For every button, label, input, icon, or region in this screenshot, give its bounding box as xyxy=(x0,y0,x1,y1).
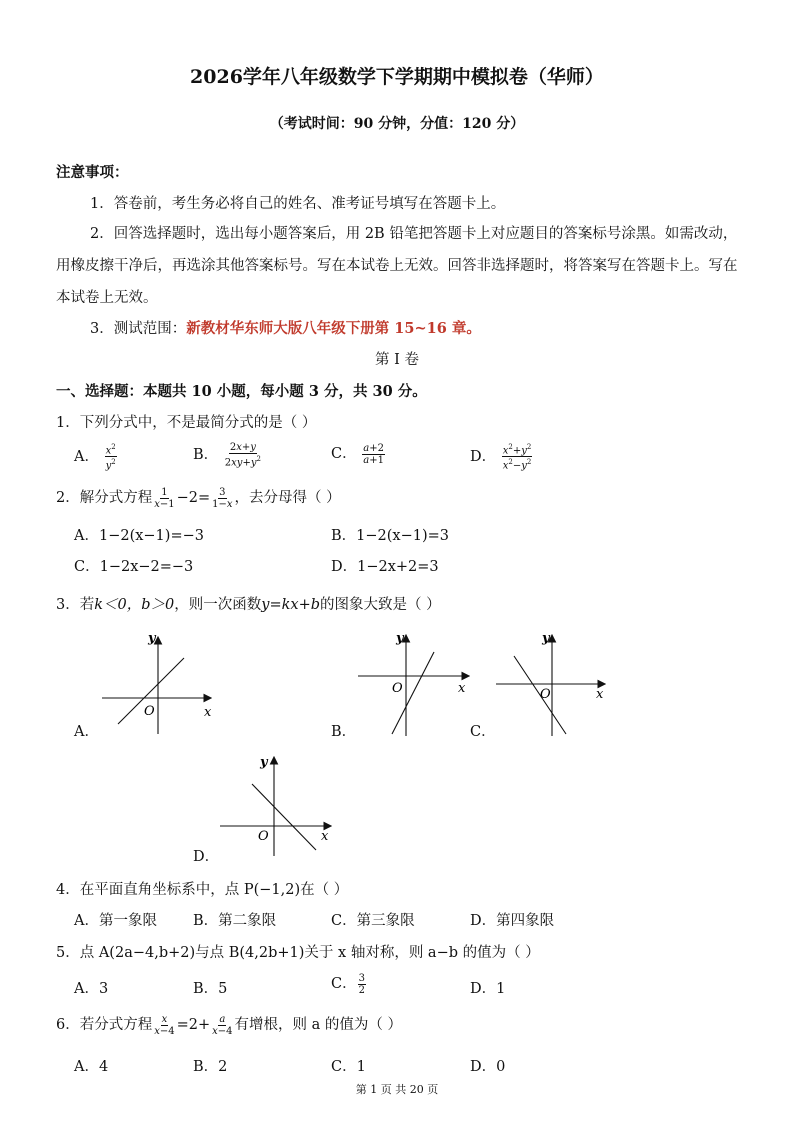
q1-option-d xyxy=(470,442,533,472)
origin-label: O xyxy=(540,687,551,702)
q1-option-b xyxy=(193,442,263,468)
q1-option-a xyxy=(74,442,118,472)
q3-suffix: 的图象大致是（ ） xyxy=(320,597,441,613)
fraction: $\frac{3}{2}$ xyxy=(358,972,365,996)
q1-option-c xyxy=(331,442,386,466)
q5-option-b: B．5 xyxy=(193,981,228,997)
q2-option-d: D．1−2x+2=3 xyxy=(331,559,439,575)
question-6-stem: 6．若分式方程 $\frac{x}{x-4}$ =2+ $\frac{a}{x-4}$ 有增根，则 a 的值为（ ） xyxy=(56,1013,403,1037)
note-item-3-prefix: 3．测试范围： xyxy=(90,321,187,337)
q3-function: y=kx+b xyxy=(261,597,321,613)
note-item-1: 1．答卷前，考生务必将自己的姓名、准考证号填写在答题卡上。 xyxy=(90,196,506,212)
q5-option-c xyxy=(331,972,367,996)
q3-option-c-label: C． xyxy=(470,724,496,740)
note-item-2: 2．回答选择题时，选出每小题答案后，用 2B 铅笔把答题卡上对应题目的答案标号涂黑。如需改动，用橡皮擦干净后，再选涂其他答案标号。写在本试卷上无效。回答非选择题时，将答案写在答题卡上。写在本试卷上无效。 xyxy=(56,226,738,306)
q6-option-c: C．1 xyxy=(331,1059,366,1075)
q3-graph-b xyxy=(354,630,478,740)
fraction: $\frac{3}{1-x}$ xyxy=(212,486,233,510)
q1-option-c-label: C． xyxy=(331,446,357,462)
fraction: $\frac{2x+y}{2xy+y^2}$ xyxy=(224,442,261,469)
x-label: x xyxy=(321,829,329,844)
q6-option-b: B．2 xyxy=(193,1059,228,1075)
q4-option-d: D．第四象限 xyxy=(470,913,555,929)
question-3-stem xyxy=(56,593,441,614)
q6-option-d: D．0 xyxy=(470,1059,506,1075)
section-heading: 一、选择题：本题共 10 小题，每小题 3 分，共 30 分。 xyxy=(56,383,427,400)
q5-option-d: D．1 xyxy=(470,981,506,997)
q3-graph-c xyxy=(494,630,618,740)
fraction: $\frac{x^2+y^2}{x^2-y^2}$ xyxy=(502,443,532,472)
q3-graph-a xyxy=(98,628,222,738)
y-label: y xyxy=(260,755,268,770)
q3-option-d-label: D． xyxy=(193,849,220,865)
fraction: $\frac{a}{x-4}$ xyxy=(212,1013,233,1037)
question-2-stem: 2．解分式方程 $\frac{1}{x-1}$ −2= $\frac{3}{1-x}$ ，去分母得（ ） xyxy=(56,486,341,510)
y-label: y xyxy=(396,631,404,646)
q4-option-c: C．第三象限 xyxy=(331,913,415,929)
fraction: $\frac{1}{x-1}$ xyxy=(154,486,175,510)
q2-suffix: ，去分母得（ ） xyxy=(234,490,341,506)
test-range: 新教材华东师大版八年级下册第 15~16 章。 xyxy=(186,320,481,337)
origin-label: O xyxy=(392,681,403,696)
page-footer: 第 1 页 共 20 页 xyxy=(355,1083,439,1096)
origin-label: O xyxy=(258,829,269,844)
q6-prefix: 6．若分式方程 xyxy=(56,1017,153,1033)
q3-graph-d xyxy=(218,752,342,862)
notes-heading: 注意事项： xyxy=(56,164,129,181)
volume-heading: 第 I 卷 xyxy=(375,352,419,368)
q3-prefix: 3．若 xyxy=(56,597,95,613)
y-label: y xyxy=(542,631,550,646)
fraction: $\frac{x}{x-4}$ xyxy=(154,1013,175,1037)
q3-option-b-label: B． xyxy=(331,724,357,740)
fraction: $\frac{a+2}{a+1}$ xyxy=(363,442,384,466)
q6-option-a: A．4 xyxy=(74,1059,109,1075)
note-item-3 xyxy=(90,317,481,338)
question-4-stem: 4．在平面直角坐标系中，点 P(−1,2)在（ ） xyxy=(56,882,349,898)
q3-mid: ，则一次函数 xyxy=(174,597,262,613)
y-label: y xyxy=(148,631,156,646)
q2-option-a: A．1−2(x−1)=−3 xyxy=(74,528,204,544)
exam-info: （考试时间：90 分钟，分值：120 分） xyxy=(269,116,525,132)
question-5-stem: 5．点 A(2a−4,b+2)与点 B(4,2b+1)关于 x 轴对称，则 a−b 的值为（ ） xyxy=(56,945,540,961)
fraction: $\frac{x^2}{y^2}$ xyxy=(105,443,116,472)
x-label: x xyxy=(458,681,466,696)
q2-option-b: B．1−2(x−1)=3 xyxy=(331,528,449,544)
x-label: x xyxy=(596,687,604,702)
question-1-stem: 1．下列分式中，不是最简分式的是（ ） xyxy=(56,415,317,431)
q4-option-b: B．第二象限 xyxy=(193,913,277,929)
q4-option-a: A．第一象限 xyxy=(74,913,157,929)
q1-option-d-label: D． xyxy=(470,448,497,465)
page-title: 2026学年八年级数学下学期期中模拟卷（华师） xyxy=(190,66,604,88)
q3-option-a-label: A． xyxy=(74,724,99,740)
q1-option-b-label: B． xyxy=(193,447,219,464)
origin-label: O xyxy=(144,704,155,719)
x-label: x xyxy=(204,705,212,720)
q2-prefix: 2．解分式方程 xyxy=(56,490,153,506)
q3-condition: k＜0，b＞0 xyxy=(94,597,175,613)
q1-option-a-label: A． xyxy=(74,448,99,465)
q5-option-a: A．3 xyxy=(74,981,109,997)
q5-option-c-label: C． xyxy=(331,976,357,992)
q2-option-c: C．1−2x−2=−3 xyxy=(74,559,194,575)
q6-suffix: 有增根，则 a 的值为（ ） xyxy=(234,1017,403,1033)
